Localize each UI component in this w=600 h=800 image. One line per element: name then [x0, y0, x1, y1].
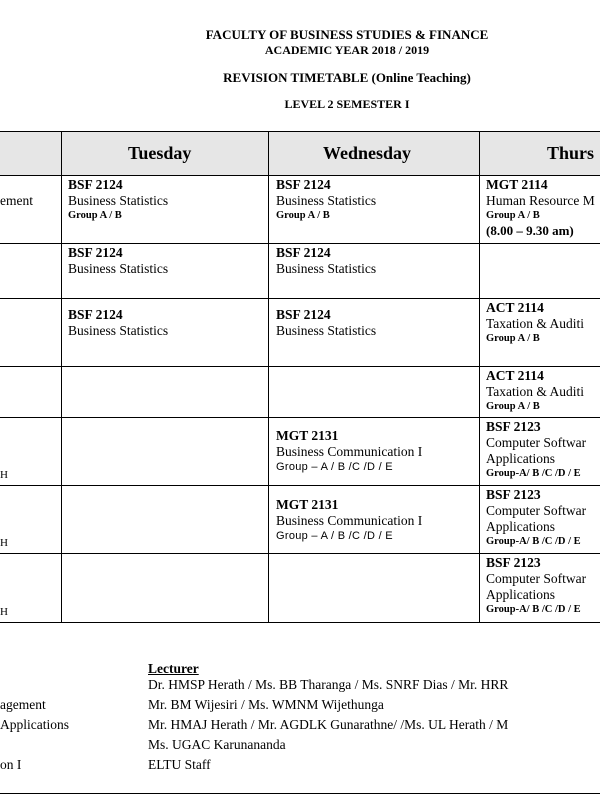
- course-group: Group-A/ B /C /D / E: [486, 604, 581, 615]
- course-code: BSF 2123: [486, 555, 541, 570]
- lecturer-subject: on I: [0, 757, 22, 772]
- course-code: ACT 2114: [486, 368, 544, 383]
- course-subject-cont: Applications: [486, 451, 555, 466]
- grid-line: [0, 485, 600, 486]
- level-semester: LEVEL 2 SEMESTER I: [284, 97, 410, 111]
- course-subject: Business Statistics: [68, 261, 169, 276]
- grid-line: [0, 131, 600, 132]
- session-time: (8.00 – 9.30 am): [486, 223, 574, 238]
- day-header-wednesday: Wednesday: [323, 143, 412, 163]
- session-cell: [276, 307, 376, 339]
- course-subject-cont: Applications: [486, 519, 555, 534]
- session-cell: [276, 177, 376, 223]
- course-group: Group – A / B /C /D / E: [276, 461, 393, 473]
- course-subject: Business Statistics: [68, 323, 169, 338]
- grid-line: [61, 131, 62, 622]
- course-subject: Business Statistics: [276, 193, 377, 208]
- session-cell: [486, 555, 600, 617]
- session-cell: [68, 177, 168, 223]
- lecturer-subject: agement: [0, 697, 46, 712]
- grid-line: [0, 417, 600, 418]
- session-cell: [486, 487, 600, 549]
- course-group: Group A / B: [486, 401, 540, 412]
- row-label: H: [0, 537, 8, 549]
- course-group: Group-A/ B /C /D / E: [486, 536, 581, 547]
- grid-line: [268, 131, 269, 622]
- session-cell: [276, 428, 422, 475]
- course-code: BSF 2123: [486, 487, 541, 502]
- row-label: H: [0, 606, 8, 618]
- course-code: MGT 2131: [276, 497, 339, 512]
- course-code: BSF 2123: [486, 419, 541, 434]
- course-subject: Business Statistics: [276, 323, 377, 338]
- faculty-title: FACULTY OF BUSINESS STUDIES & FINANCE: [205, 27, 489, 42]
- course-subject-cont: Applications: [486, 587, 555, 602]
- course-subject: Business Communication I: [276, 513, 423, 528]
- course-code: BSF 2124: [276, 245, 331, 260]
- course-code: BSF 2124: [276, 307, 331, 322]
- course-subject: Computer Softwar: [486, 571, 587, 586]
- session-cell: [486, 177, 600, 239]
- course-subject: Taxation & Auditi: [486, 384, 585, 399]
- grid-line: [0, 553, 600, 554]
- course-code: MGT 2114: [486, 177, 548, 192]
- course-code: ACT 2114: [486, 300, 544, 315]
- bottom-rule: [0, 793, 600, 794]
- course-subject: Human Resource M: [486, 193, 595, 208]
- course-subject: Business Statistics: [276, 261, 377, 276]
- lecturer-names: Mr. BM Wijesiri / Ms. WMNM Wijethunga: [148, 697, 384, 712]
- session-cell: [276, 245, 376, 277]
- course-code: BSF 2124: [68, 245, 123, 260]
- row-label: H: [0, 469, 8, 481]
- course-code: BSF 2124: [276, 177, 331, 192]
- course-group: Group A / B: [276, 210, 330, 221]
- grid-line: [0, 243, 600, 244]
- course-subject: Computer Softwar: [486, 503, 587, 518]
- course-group: Group A / B: [486, 333, 540, 344]
- lecturer-names: Mr. HMAJ Herath / Mr. AGDLK Gunarathne/ /Ms. UL Herath / M: [148, 717, 509, 732]
- session-cell: [486, 368, 600, 414]
- course-code: MGT 2131: [276, 428, 339, 443]
- grid-line: [0, 366, 600, 367]
- course-group: Group-A/ B /C /D / E: [486, 468, 581, 479]
- lecturer-names: Ms. UGAC Karunananda: [148, 737, 286, 752]
- grid-line: [0, 298, 600, 299]
- grid-line: [479, 131, 480, 622]
- row-label: ement: [0, 193, 33, 208]
- course-group: Group – A / B /C /D / E: [276, 530, 393, 542]
- course-group: Group A / B: [68, 210, 122, 221]
- course-code: BSF 2124: [68, 307, 123, 322]
- table-header-row: [0, 131, 600, 175]
- academic-year: ACADEMIC YEAR 2018 / 2019: [264, 43, 430, 57]
- day-header-thursday: Thurs: [547, 143, 595, 163]
- course-subject: Business Statistics: [68, 193, 169, 208]
- course-subject: Computer Softwar: [486, 435, 587, 450]
- grid-line: [0, 175, 600, 176]
- session-cell: [486, 419, 600, 481]
- timetable-title: REVISION TIMETABLE (Online Teaching): [223, 70, 471, 85]
- day-header-tuesday: Tuesday: [128, 143, 192, 163]
- session-cell: [68, 245, 168, 277]
- lecturer-subject: Applications: [0, 717, 69, 732]
- course-subject: Business Communication I: [276, 444, 423, 459]
- lecturer-heading: Lecturer: [148, 661, 199, 676]
- session-cell: [486, 300, 600, 346]
- lecturer-names: ELTU Staff: [148, 757, 211, 772]
- grid-line: [0, 622, 600, 623]
- session-cell: [276, 497, 422, 544]
- course-group: Group A / B: [486, 210, 540, 221]
- course-code: BSF 2124: [68, 177, 123, 192]
- lecturer-names: Dr. HMSP Herath / Ms. BB Tharanga / Ms. SNRF Dias / Mr. HRR: [148, 677, 509, 692]
- session-cell: [68, 307, 168, 339]
- course-subject: Taxation & Auditi: [486, 316, 585, 331]
